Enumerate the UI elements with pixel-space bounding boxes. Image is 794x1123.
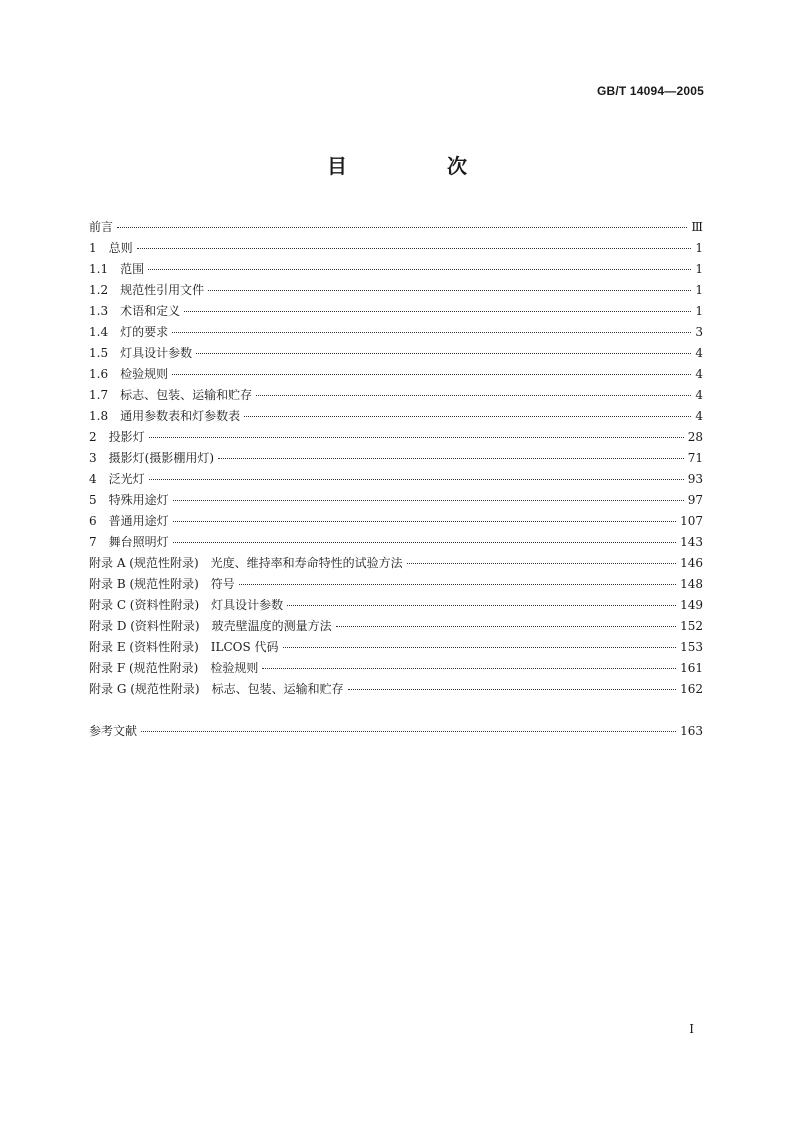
toc-entry[interactable] — [89, 511, 703, 532]
toc-entry[interactable] — [89, 322, 703, 343]
toc-entry[interactable] — [89, 406, 703, 427]
toc-leader — [137, 247, 692, 249]
toc-entry-label: 1.8 通用参数表和灯参数表 — [89, 409, 241, 423]
toc-entry-label: 1.6 检验规则 — [89, 367, 169, 381]
toc-entry-label: 附录 G (规范性附录) 标志、包装、运输和贮存 — [89, 682, 344, 696]
toc-entry-page: 4 — [695, 346, 703, 360]
toc-entry-page: 161 — [680, 661, 703, 675]
toc-entry-label: 附录 A (规范性附录) 光度、维持率和寿命特性的试验方法 — [89, 556, 403, 570]
toc-leader — [173, 499, 684, 501]
toc-entry-page: 1 — [695, 304, 703, 318]
toc-leader — [239, 583, 676, 585]
toc-entry-label: 5 特殊用途灯 — [89, 493, 169, 507]
toc-entry[interactable] — [89, 469, 703, 490]
toc-entry[interactable] — [89, 301, 703, 322]
toc-entry[interactable] — [89, 532, 703, 553]
toc-entry-page: 148 — [680, 577, 703, 591]
toc-leader — [172, 331, 691, 333]
toc-leader — [244, 415, 691, 417]
toc-entry-page: 3 — [695, 325, 703, 339]
toc-entry-label: 参考文献 — [89, 724, 138, 738]
toc-entry-label: 附录 C (资料性附录) 灯具设计参数 — [89, 598, 284, 612]
toc-leader — [283, 646, 677, 648]
toc-entry[interactable] — [89, 280, 703, 301]
toc-entry-label: 附录 B (规范性附录) 符号 — [89, 577, 235, 591]
toc-leader — [196, 352, 691, 354]
toc-leader — [149, 436, 684, 438]
toc-entry-page: 4 — [695, 367, 703, 381]
toc-entry-label: 1.2 规范性引用文件 — [89, 283, 205, 297]
toc-entry-page: 1 — [695, 241, 703, 255]
toc-entry-page: 162 — [680, 682, 703, 696]
toc-entry-label: 6 普通用途灯 — [89, 514, 169, 528]
toc-entry-label: 4 泛光灯 — [89, 472, 145, 486]
toc-entry[interactable] — [89, 574, 703, 595]
toc-entry-page: 4 — [695, 409, 703, 423]
toc-leader — [117, 226, 687, 228]
toc-leader — [348, 688, 677, 690]
toc-entry[interactable] — [89, 427, 703, 448]
toc-entry-page: 146 — [680, 556, 703, 570]
toc-entry-page: 152 — [680, 619, 703, 633]
toc-entry[interactable] — [89, 259, 703, 280]
toc-entry[interactable] — [89, 595, 703, 616]
toc-entry-page: 107 — [680, 514, 703, 528]
toc-leader — [149, 478, 684, 480]
toc-entry-label: 前言 — [89, 220, 114, 234]
toc-entry[interactable] — [89, 637, 703, 658]
toc-entry[interactable] — [89, 721, 703, 742]
toc-entry-label: 1.3 术语和定义 — [89, 304, 181, 318]
toc-entry-label: 3 摄影灯(摄影棚用灯) — [89, 451, 214, 465]
toc-entry-page: 93 — [687, 472, 703, 486]
toc-leader — [256, 394, 691, 396]
page-title: 目 次 — [327, 154, 507, 178]
toc-leader — [407, 562, 676, 564]
toc-entry-label: 附录 D (资料性附录) 玻壳壁温度的测量方法 — [89, 619, 332, 633]
toc-entry-page: 71 — [687, 451, 703, 465]
toc-leader — [218, 457, 684, 459]
toc-entry-page: 149 — [680, 598, 703, 612]
toc-leader — [287, 604, 676, 606]
toc-entry[interactable] — [89, 658, 703, 679]
toc-entry[interactable] — [89, 490, 703, 511]
toc-entry[interactable] — [89, 238, 703, 259]
toc-leader — [173, 541, 676, 543]
toc-entry[interactable] — [89, 616, 703, 637]
toc-entry[interactable] — [89, 385, 703, 406]
toc-entry-page: 28 — [687, 430, 703, 444]
toc-entry-label: 附录 F (规范性附录) 检验规则 — [89, 661, 259, 675]
toc-entry[interactable] — [89, 553, 703, 574]
toc-entry-page: 4 — [695, 388, 703, 402]
toc-entry-label: 1.4 灯的要求 — [89, 325, 169, 339]
toc-entry[interactable] — [89, 343, 703, 364]
toc-entry[interactable] — [89, 364, 703, 385]
toc-leader — [336, 625, 676, 627]
toc-leader — [148, 268, 691, 270]
toc-entry-label: 7 舞台照明灯 — [89, 535, 169, 549]
toc-entry[interactable] — [89, 448, 703, 469]
toc-entry-page: 153 — [680, 640, 703, 654]
toc-leader — [141, 730, 676, 732]
toc-entry-page: Ⅲ — [691, 220, 703, 234]
toc-entry-label: 1.1 范围 — [89, 262, 145, 276]
toc-entry-page: 97 — [687, 493, 703, 507]
toc-leader — [262, 667, 676, 669]
toc-entry-page: 1 — [695, 283, 703, 297]
toc-entry-page: 143 — [680, 535, 703, 549]
page-number: I — [689, 1022, 694, 1036]
toc-entry-label: 2 投影灯 — [89, 430, 145, 444]
toc-leader — [173, 520, 676, 522]
toc-entry-page: 1 — [695, 262, 703, 276]
toc-entry-label: 1.7 标志、包装、运输和贮存 — [89, 388, 253, 402]
toc-entry[interactable] — [89, 217, 703, 238]
toc-leader — [172, 373, 691, 375]
toc-entry-label: 1 总则 — [89, 241, 133, 255]
toc-entry-label: 1.5 灯具设计参数 — [89, 346, 193, 360]
toc-entry-page: 163 — [680, 724, 703, 738]
toc-leader — [184, 310, 691, 312]
standard-code: GB/T 14094—2005 — [596, 84, 704, 98]
table-of-contents — [89, 217, 703, 742]
toc-leader — [208, 289, 691, 291]
toc-entry-label: 附录 E (资料性附录) ILCOS 代码 — [89, 640, 279, 654]
toc-entry[interactable] — [89, 679, 703, 700]
